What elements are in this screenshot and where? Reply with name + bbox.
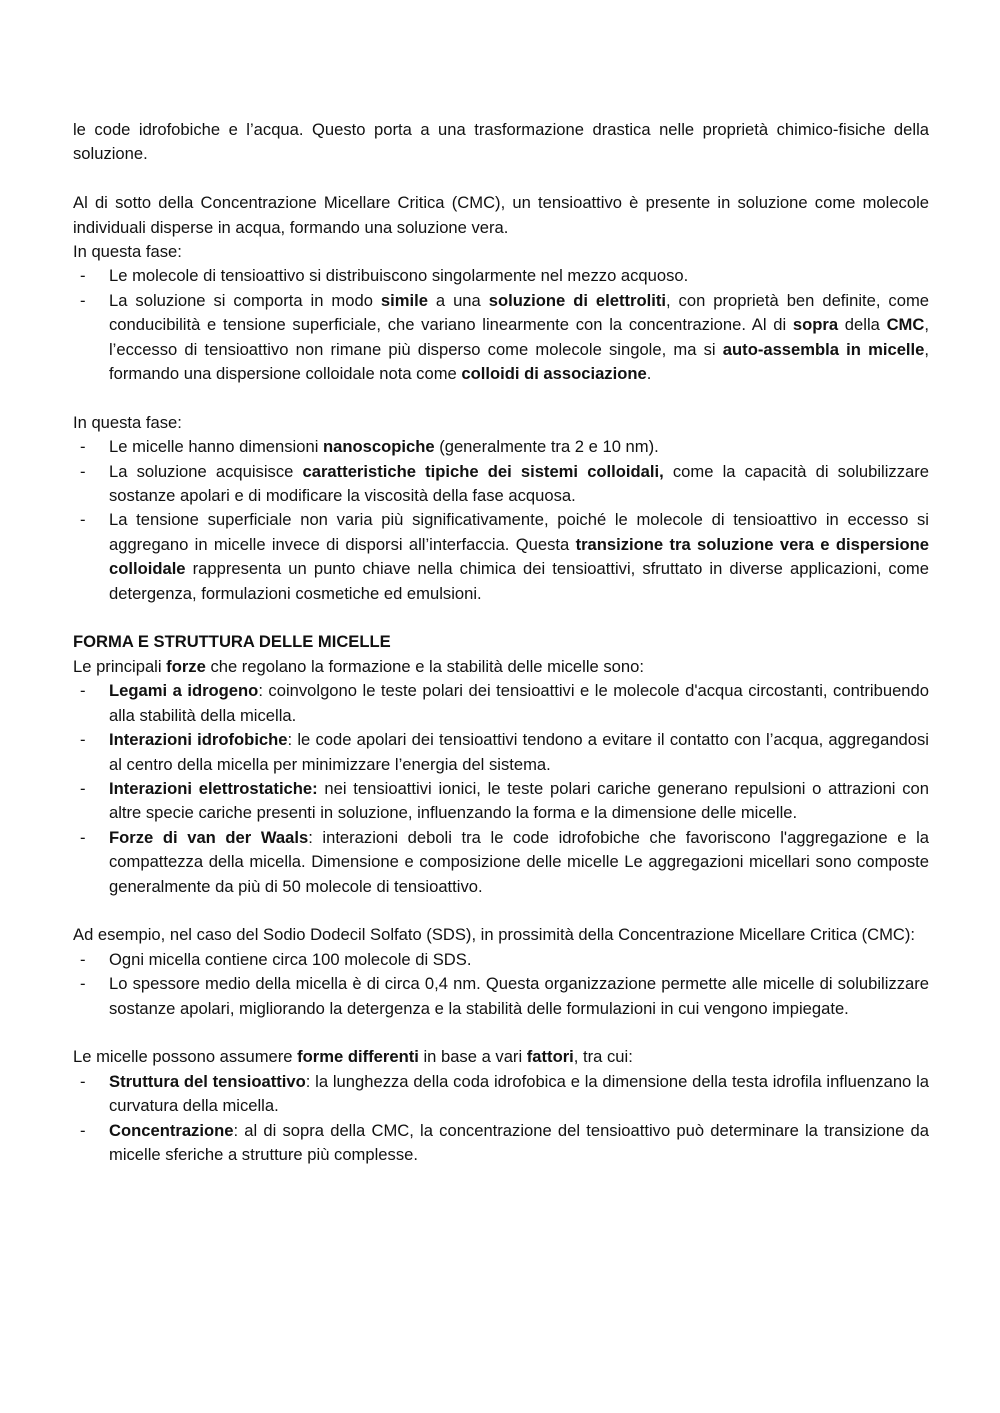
bullet-dash: - [80, 290, 86, 310]
list-item-text [109, 510, 929, 602]
bold-text: simile [380, 290, 428, 310]
bullet-dash: - [80, 266, 86, 286]
bold-text: Forze di van der Waals [109, 827, 309, 847]
list-item [73, 826, 929, 899]
bullet-dash: - [80, 510, 86, 530]
text-run: Lo spessore medio della micella è di circa 0,4 nm. Questa organizzazione permette alle micelle di solubilizzare sostanze apolari, migliorando la detergenza e la stabilità delle formulazioni in cui vengono impiegate. [109, 974, 929, 1018]
bullet-dash: - [80, 461, 86, 481]
text-run: rappresenta un punto chiave nella chimica dei tensioattivi, sfruttato in diverse applicazioni, come detergenza, formulazioni cosmetiche ed emulsioni. [109, 559, 929, 603]
bold-text: colloidi di associazione [461, 364, 647, 384]
list-item [73, 264, 929, 288]
list-item-text [109, 681, 929, 724]
text-run: . [646, 364, 652, 384]
list-item [73, 777, 929, 826]
text-run: : le code apolari dei tensioattivi tendono a evitare il contatto con l’acqua, aggregandosi al centro della micella per minimizzare l’energia del sistema. [109, 730, 929, 774]
document-page [73, 118, 929, 1167]
bold-text: Concentrazione [109, 1120, 234, 1140]
bold-text: Interazioni idrofobiche [109, 730, 288, 750]
bold-text: Legami a idrogeno [109, 681, 259, 701]
text-run: : al di sopra della CMC, la concentrazione del tensioattivo può determinare la transizione da micelle sferiche a strutture più complesse. [109, 1120, 929, 1164]
bold-text: caratteristiche tipiche dei sistemi colloidali, [302, 461, 664, 481]
list-item-text [109, 828, 929, 896]
list-item-text [109, 462, 929, 505]
text-run: Le micelle possono assumere [73, 1047, 298, 1067]
bullet-dash: - [80, 949, 86, 969]
bold-text: soluzione di elettroliti [488, 290, 666, 310]
list-item [73, 1119, 929, 1168]
list-shape-factors [73, 1070, 929, 1168]
text-run: : la lunghezza della coda idrofobica e la dimensione della testa idrofila influenzano la curvatura della micella. [109, 1071, 929, 1116]
paragraph-intro: le code idrofobiche e l’acqua. Questo porta a una trasformazione drastica nelle proprietà chimico-fisiche della soluzione. [73, 120, 929, 164]
text-run: a una [427, 290, 489, 310]
bullet-dash: - [80, 778, 86, 798]
list-item-text [109, 1072, 929, 1115]
paragraph-phase-label-2: In questa fase: [73, 412, 182, 432]
list-item [73, 972, 929, 1021]
text-run: nei tensioattivi ionici, le teste polari cariche generano repulsioni o attrazioni con altre specie cariche presenti in soluzione, influenzando la forma e la dimensione delle micelle. [109, 778, 929, 823]
bold-text: forze [166, 656, 206, 676]
list-item-text [109, 950, 471, 969]
list-sds [73, 948, 929, 1021]
list-item-text [109, 779, 929, 822]
text-run: : interazioni deboli tra le code idrofobiche che favoriscono l'aggregazione e la compattezza della micella. Dimensione e composizione delle micelle Le aggregazioni micellari sono composte generalmente da più di 50 molecole di tensioattivo. [109, 827, 929, 896]
list-item [73, 679, 929, 728]
text-run: Le molecole di tensioattivo si distribuiscono singolarmente nel mezzo acquoso. [109, 266, 689, 286]
bold-text: transizione tra soluzione vera e dispersione colloidale [109, 534, 929, 579]
text-run: , formando una dispersione colloidale nota come [109, 339, 930, 384]
list-item-text [109, 291, 929, 383]
bullet-dash: - [80, 681, 86, 701]
list-item [73, 460, 929, 509]
list-item [73, 508, 929, 606]
bullet-dash: - [80, 827, 86, 847]
text-run: , con proprietà ben definite, come conducibilità e tensione superficiale, che variano linearmente con la concentrazione. Al di [109, 290, 930, 335]
list-item [73, 289, 929, 387]
text-run: Le principali [73, 656, 167, 676]
text-run: della [838, 315, 887, 335]
paragraph-forces [73, 655, 929, 679]
section-heading: FORMA E STRUTTURA DELLE MICELLE [73, 632, 391, 652]
text-run: Le micelle hanno dimensioni [109, 437, 324, 457]
bold-text: fattori [526, 1047, 574, 1067]
paragraph-below-cmc: Al di sotto della Concentrazione Micellare Critica (CMC), un tensioattivo è presente in soluzione come molecole individuali disperse in acqua, formando una soluzione vera. [73, 193, 929, 237]
text-run: La soluzione acquisisce [109, 461, 303, 481]
list-item-text [109, 1121, 929, 1164]
list-item-text [109, 974, 929, 1017]
list-forces [73, 679, 929, 899]
text-run: , l’eccesso di tensioattivo non rimane più disperso come molecole singole, ma si [109, 315, 929, 359]
paragraph-sds-example: Ad esempio, nel caso del Sodio Dodecil Solfato (SDS), in prossimità della Concentrazione Micellare Critica (CMC): [73, 925, 916, 945]
list-item-text [109, 266, 688, 285]
bold-text: Interazioni elettrostatiche: [109, 778, 318, 798]
list-item-text [109, 730, 929, 773]
bold-text: CMC [886, 315, 925, 335]
bullet-dash: - [80, 730, 86, 750]
list-below-cmc [73, 264, 929, 386]
bold-text: nanoscopiche [323, 437, 435, 457]
bullet-dash: - [80, 437, 86, 457]
paragraph-phase-label-1: In questa fase: [73, 242, 182, 262]
list-item [73, 728, 929, 777]
bold-text: sopra [792, 315, 839, 335]
bullet-dash: - [80, 1071, 86, 1091]
list-above-cmc [73, 435, 929, 606]
bullet-dash: - [80, 974, 86, 994]
list-item [73, 435, 929, 459]
text-run: che regolano la formazione e la stabilità delle micelle sono: [205, 656, 644, 676]
text-run: in base a vari [418, 1047, 527, 1067]
bold-text: auto-assembla in micelle [722, 339, 925, 359]
text-run: Ogni micella contiene circa 100 molecole di SDS. [109, 949, 472, 969]
paragraph-shapes [73, 1045, 929, 1069]
text-run: : coinvolgono le teste polari dei tensioattivi e le molecole d'acqua circostanti, contribuendo alla stabilità della micella. [109, 681, 929, 725]
text-run: (generalmente tra 2 e 10 nm). [434, 437, 659, 457]
bold-text: forme differenti [297, 1047, 419, 1067]
bullet-dash: - [80, 1120, 86, 1140]
text-run: La tensione superficiale non varia più significativamente, poiché le molecole di tensioattivo in eccesso si aggregano in micelle invece di disporsi all’interfaccia. Questa [109, 510, 929, 554]
bold-text: Struttura del tensioattivo [109, 1071, 306, 1091]
list-item [73, 1070, 929, 1119]
text-run: come la capacità di solubilizzare sostanze apolari e di modificare la viscosità della fase acquosa. [109, 461, 929, 506]
text-run: , tra cui: [573, 1047, 633, 1067]
text-run: La soluzione si comporta in modo [109, 290, 381, 310]
list-item [73, 948, 929, 972]
list-item-text [109, 437, 659, 456]
